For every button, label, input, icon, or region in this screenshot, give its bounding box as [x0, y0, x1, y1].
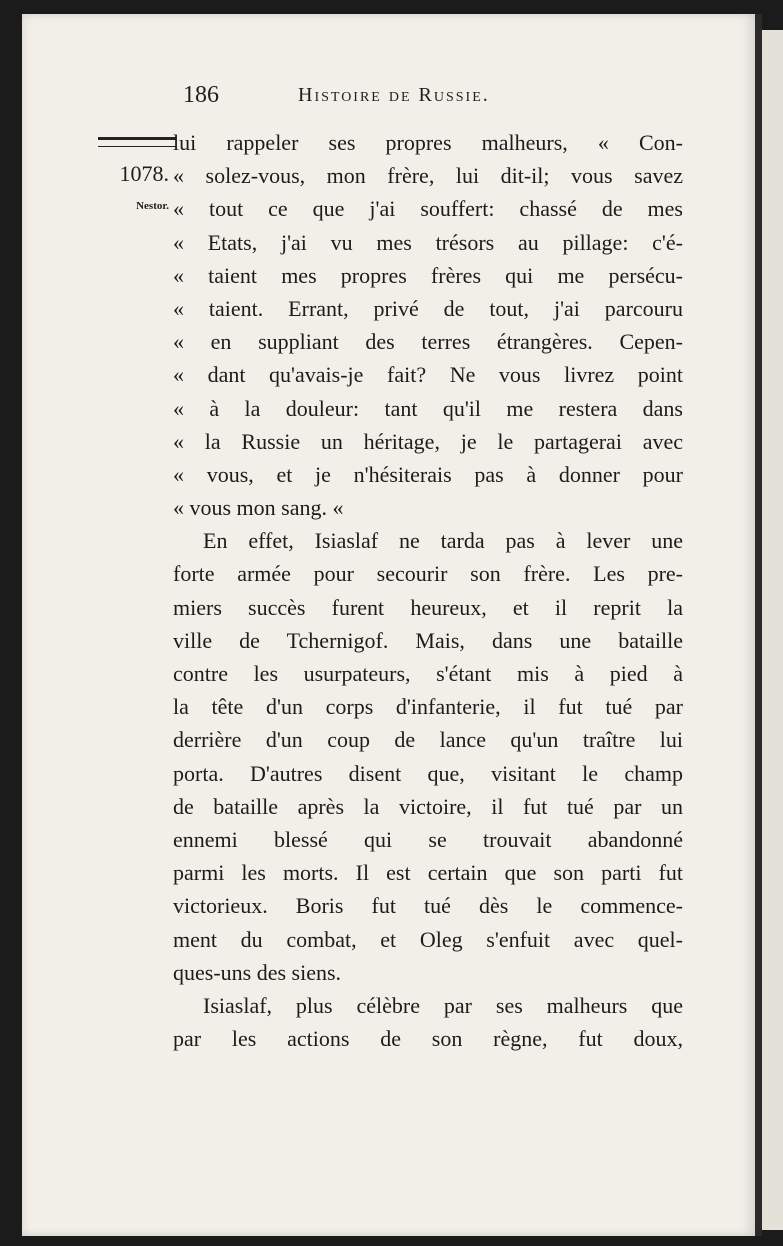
running-header: [183, 82, 583, 112]
text-line: En effet, Isiaslaf ne tarda pas à lever une: [203, 528, 683, 554]
text-line: forte armée pour secourir son frère. Les pre-: [173, 561, 683, 587]
text-line: lui rappeler ses propres malheurs, « Con-: [173, 130, 683, 155]
text-line: « vous, et je n'hésiterais pas à donner pour: [173, 461, 683, 487]
text-line: « tout ce que j'ai souffert: chassé de mes: [173, 196, 683, 222]
margin-source-note: Nestor.: [136, 200, 169, 212]
text-line: Isiaslaf, plus célèbre par ses malheurs que: [203, 992, 683, 1018]
text-line: contre les usurpateurs, s'étant mis à pied à: [173, 661, 683, 686]
text-line: « Etats, j'ai vu mes trésors au pillage: c'é-: [173, 229, 683, 255]
text-line: derrière d'un coup de lance qu'un traître lui: [173, 727, 683, 753]
text-line: « la Russie un héritage, je le partagerai avec: [173, 428, 683, 454]
text-line: « à la douleur: tant qu'il me restera dans: [173, 395, 683, 421]
text-line: victorieux. Boris fut tué dès le commence-: [173, 893, 683, 919]
text-line: « en suppliant des terres étrangères. Cepen-: [173, 329, 683, 355]
text-line: ville de Tchernigof. Mais, dans une bataille: [173, 627, 683, 653]
text-line: la tête d'un corps d'infanterie, il fut tué par: [173, 694, 683, 720]
gutter-shadow: [755, 14, 762, 1236]
text-line: ques-uns des siens.: [173, 959, 342, 985]
running-title: Histoire de Russie.: [298, 84, 490, 106]
text-line: « taient mes propres frères qui me persécu-: [173, 262, 683, 288]
text-line: miers succès furent heureux, et il reprit la: [173, 594, 683, 620]
text-line: ennemi blessé qui se trouvait abandonné: [173, 826, 683, 852]
text-line: parmi les morts. Il est certain que son parti fut: [173, 860, 683, 886]
text-line: « vous mon sang. «: [173, 495, 344, 521]
section-rule: [98, 137, 176, 147]
text-line: « taient. Errant, privé de tout, j'ai parcouru: [173, 295, 683, 321]
margin-year-note: 1078.: [119, 161, 169, 186]
facing-page-edge: [762, 30, 783, 1230]
page-number: 186: [183, 82, 219, 108]
text-line: « solez-vous, mon frère, lui dit-il; vous savez: [173, 163, 683, 189]
text-line: « dant qu'avais-je fait? Ne vous livrez point: [173, 362, 683, 388]
text-line: ment du combat, et Oleg s'enfuit avec quel-: [173, 926, 683, 952]
body-text: [173, 126, 683, 1055]
text-line: par les actions de son règne, fut doux,: [173, 1026, 683, 1052]
text-line: de bataille après la victoire, il fut tué par un: [173, 793, 683, 819]
text-line: porta. D'autres disent que, visitant le champ: [173, 760, 683, 786]
